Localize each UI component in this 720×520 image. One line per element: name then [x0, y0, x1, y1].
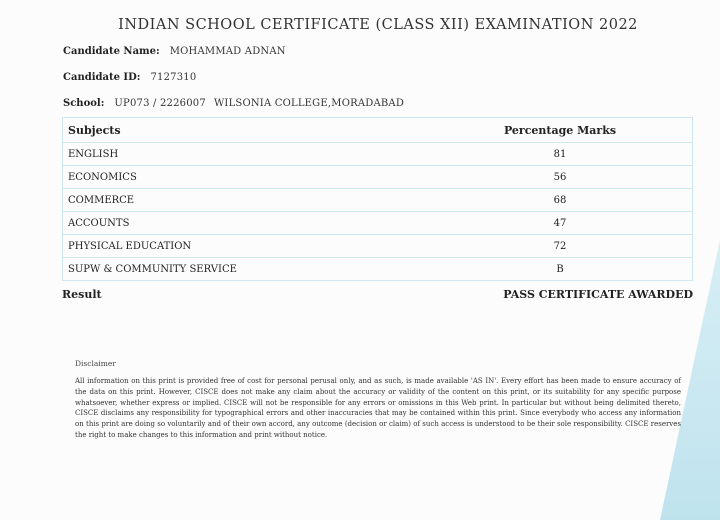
subject-cell: ENGLISH	[63, 143, 429, 166]
table-row	[63, 189, 693, 212]
header-subjects: Subjects	[63, 118, 429, 143]
subject-cell: ECONOMICS	[63, 166, 429, 189]
marks-cell: B	[428, 258, 693, 281]
header-percentage-marks: Percentage Marks	[428, 118, 693, 143]
marks-cell: 47	[428, 212, 693, 235]
table-row	[63, 166, 693, 189]
result-value: PASS CERTIFICATE AWARDED	[503, 288, 693, 301]
result-row	[62, 288, 693, 301]
result-label: Result	[62, 288, 102, 301]
table-row	[63, 258, 693, 281]
candidate-name-value: MOHAMMAD ADNAN	[169, 46, 286, 57]
candidate-name-label: Candidate Name:	[63, 46, 160, 57]
subject-cell: COMMERCE	[63, 189, 429, 212]
candidate-id-row	[63, 72, 196, 83]
marks-cell: 81	[428, 143, 693, 166]
candidate-name-row	[63, 46, 286, 57]
subject-cell: PHYSICAL EDUCATION	[63, 235, 429, 258]
subject-cell: ACCOUNTS	[63, 212, 429, 235]
disclaimer-text: All information on this print is provided free of cost for personal perusal only, and as such, is made available 'AS IN'. Every effort has been made to ensure accuracy of the data on this print. However, CISCE does not make any claim about the accuracy or validity of the content on this print, or its suitability for any specific purpose whatsoever, whether express or implied. CISCE will not be responsible for any errors or omissions in this Web print. In particular but without being delimited thereto, CISCE disclaims any responsibility for typographical errors and other inaccuracies that may be contained within this print. Since everybody who access any information on this print are doing so voluntarily and of their own accord, any outcome (decision or claim) of such access is understood to be their sole responsibility. CISCE reserves the right to make changes to this information and print without notice.	[75, 377, 681, 439]
table-row	[63, 212, 693, 235]
school-label: School:	[63, 98, 105, 109]
marks-table	[62, 117, 693, 281]
table-header-row	[63, 118, 693, 143]
table-row	[63, 235, 693, 258]
candidate-id-value: 7127310	[150, 72, 197, 83]
school-row	[63, 98, 404, 109]
subject-cell: SUPW & COMMUNITY SERVICE	[63, 258, 429, 281]
disclaimer-title: Disclaimer	[75, 359, 116, 368]
page-title: INDIAN SCHOOL CERTIFICATE (CLASS XII) EXAMINATION 2022	[118, 17, 638, 33]
table-row	[63, 143, 693, 166]
school-name: WILSONIA COLLEGE,MORADABAD	[213, 98, 405, 109]
school-code: UP073 / 2226007	[114, 98, 206, 109]
marks-cell: 72	[428, 235, 693, 258]
marks-cell: 68	[428, 189, 693, 212]
marks-cell: 56	[428, 166, 693, 189]
candidate-id-label: Candidate ID:	[63, 72, 141, 83]
